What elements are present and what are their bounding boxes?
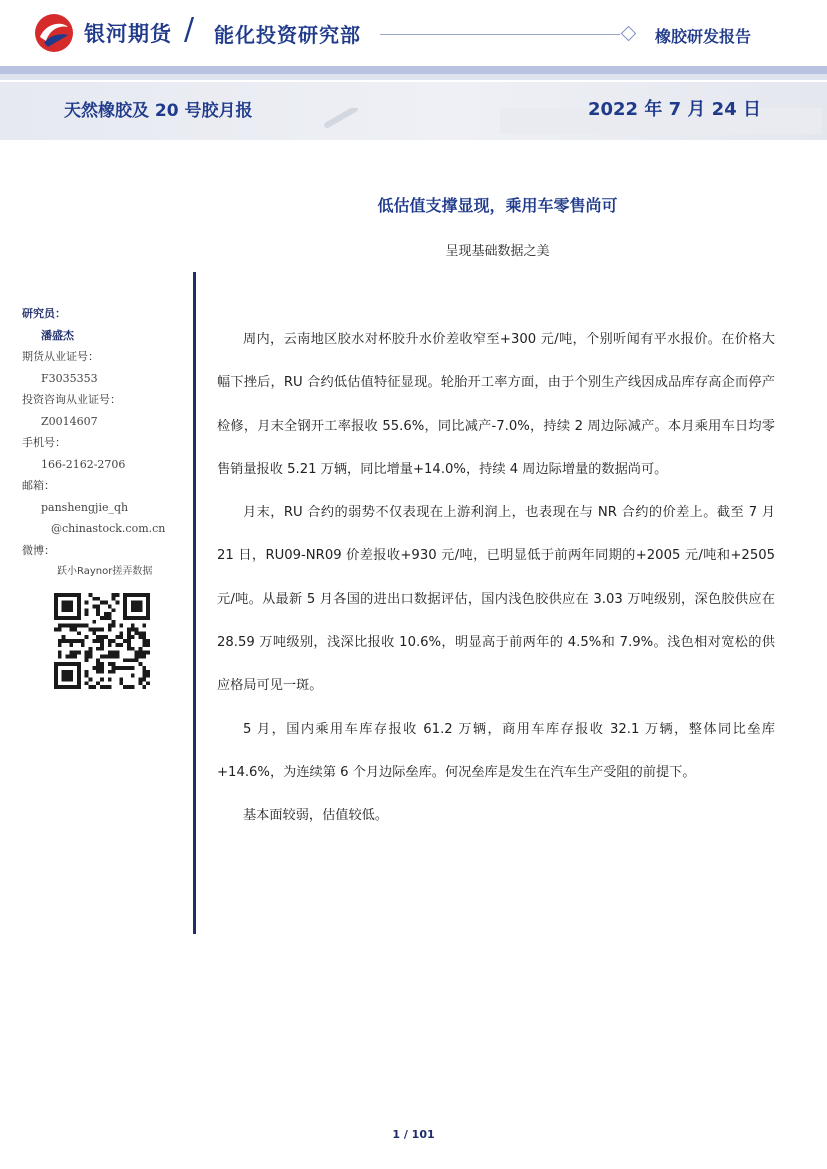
- header-band: [0, 66, 827, 74]
- department-name: 能化投资研究部: [214, 23, 361, 47]
- consult-label: 投资咨询从业证号：: [22, 393, 121, 406]
- paragraph: 基本面较弱，估值较低。: [243, 808, 389, 824]
- email-user[interactable]: panshengjie_qh: [41, 500, 129, 514]
- header-band-light: [0, 74, 827, 80]
- header-divider: [380, 34, 620, 35]
- paragraph: 月末，RU 合约的弱势不仅表现在上游利润上，也表现在与 NR 合约的价差上。截至 7 月 21 日，RU09-NR09 价差报收+930 元/吨，已明显低于前两年同期的+2005 元/吨和+2505 元/吨。从最新 5 月各国的进出口数据评估，国内浅色胶供应在 3.03 万吨级别，深色胶供应在 28.59 万吨级别，浅深比报收 10.6%，明显高于前两年的 4.5%和 7.9%。浅色相对宽松的供应格局可见一斑。: [217, 505, 775, 694]
- email-domain[interactable]: @chinastock.com.cn: [51, 522, 166, 535]
- author-sidebar: [22, 303, 182, 583]
- researcher-name: 潘盛杰: [41, 328, 74, 342]
- company-name: 银河期货: [84, 22, 172, 46]
- report-type: 橡胶研发报告: [655, 27, 752, 46]
- article-body: [217, 318, 775, 838]
- report-date: 2022 年 7 月 24 日: [587, 99, 761, 120]
- article-title: 低估值支撑显现，乘用车零售尚可: [377, 196, 618, 215]
- consult-value: Z0014607: [41, 414, 98, 428]
- license-value: F3035353: [41, 371, 98, 385]
- article-subtitle: 呈现基础数据之美: [445, 244, 550, 259]
- paragraph: 周内，云南地区胶水对杯胶升水价差收窄至+300 元/吨，个别听闻有平水报价。在价格大幅下挫后，RU 合约低估值特征显现。轮胎开工率方面，由于个别生产线因成品库存高企而停产检修，月末全钢开工率报收 55.6%，同比减产-7.0%，持续 2 周边际减产。本月乘用车日均零售销量报收 5.21 万辆，同比增量+14.0%，持续 4 周边际增量的数据尚可。: [217, 332, 775, 477]
- header-separator: /: [184, 12, 195, 47]
- phone-label: 手机号：: [22, 436, 66, 449]
- weibo-value[interactable]: 跃小Raynor搓弄数据: [57, 566, 153, 577]
- phone-value: 166-2162-2706: [41, 457, 126, 471]
- email-label: 邮箱：: [22, 479, 55, 492]
- sidebar-divider: [193, 272, 196, 934]
- license-label: 期货从业证号：: [22, 350, 99, 363]
- weibo-label: 微博：: [22, 543, 55, 557]
- qr-code-icon[interactable]: [54, 593, 150, 689]
- report-title: 天然橡胶及 20 号胶月报: [64, 101, 253, 121]
- page-number: 1 / 101: [392, 1128, 435, 1141]
- page-header: [0, 0, 827, 66]
- researcher-label: 研究员：: [22, 307, 66, 320]
- paragraph: 5 月，国内乘用车库存报收 61.2 万辆，商用车库存报收 32.1 万辆，整体同比垒库+14.6%，为连续第 6 个月边际垒库。何况垒库是发生在汽车生产受阻的前提下。: [217, 721, 775, 780]
- diamond-icon: [621, 26, 637, 42]
- company-logo-icon: [34, 13, 74, 53]
